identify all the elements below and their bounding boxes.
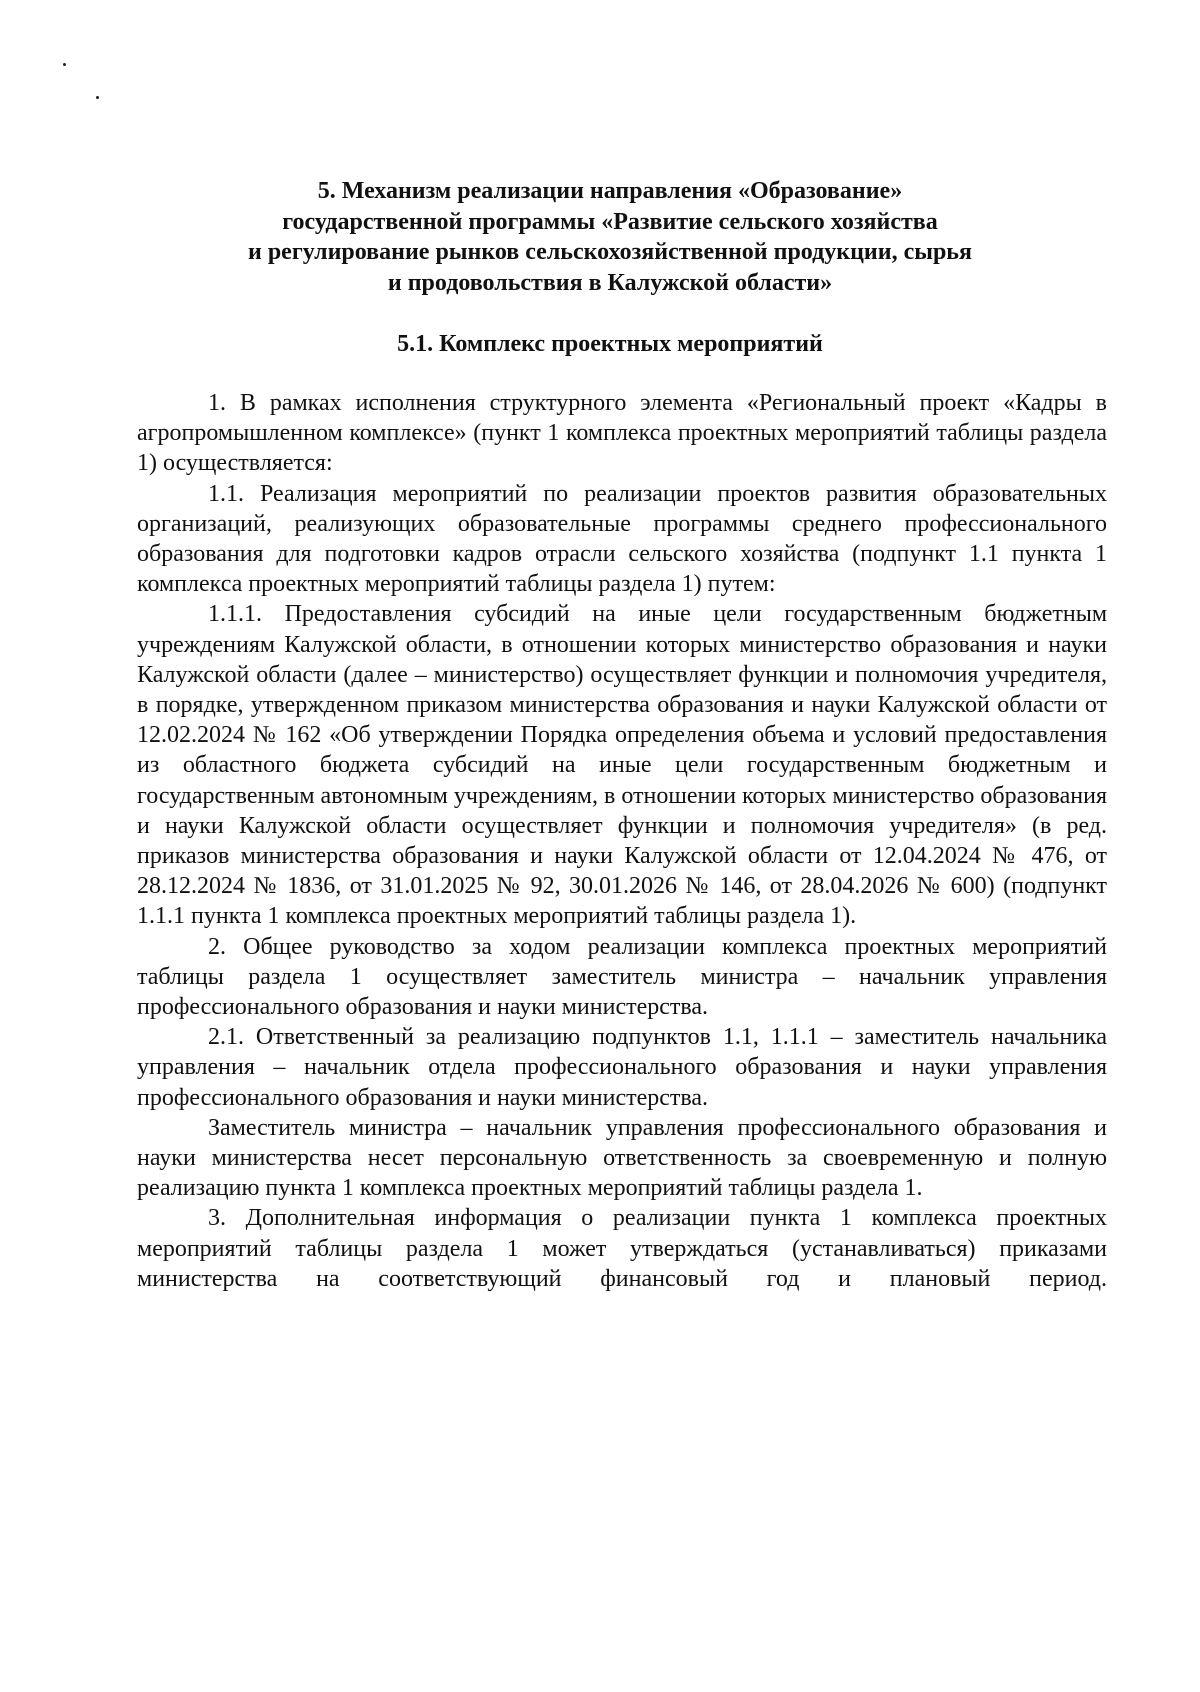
paragraph: 1. В рамках исполнения структурного элемента «Региональный проект «Кадры в агропромышленном комплексе» (пункт 1 комплекса проектных мероприятий таблицы раздела 1) осуществляется: xyxy=(137,390,1107,477)
heading-line: государственной программы «Развитие сельского хозяйства xyxy=(282,208,938,235)
section-heading xyxy=(130,176,1090,298)
paragraph: 3. Дополнительная информация о реализации пункта 1 комплекса проектных мероприятий таблицы раздела 1 может утверждаться (устанавливаться) приказами министерства на соответствующий финансовый год и плановый период. xyxy=(137,1205,1107,1292)
paragraph: Заместитель министра – начальник управления профессионального образования и науки министерства несет персональную ответственность за своевременную и полную реализацию пункта 1 комплекса проектных мероприятий таблицы раздела 1. xyxy=(137,1114,1107,1202)
subsection-heading: 5.1. Комплекс проектных мероприятий xyxy=(397,331,823,357)
heading-line: 5. Механизм реализации направления «Образование» xyxy=(317,178,903,204)
heading-line: и регулирование рынков сельскохозяйственной продукции, сырья xyxy=(248,239,972,265)
paragraph: 2. Общее руководство за ходом реализации комплекса проектных мероприятий таблицы раздела 1 осуществляет заместитель министра – начальник управления профессионального образования и науки министерства. xyxy=(137,933,1107,1021)
paragraph: 2.1. Ответственный за реализацию подпунктов 1.1, 1.1.1 – заместитель начальника управления – начальник отдела профессионального образования и науки управления профессионального образования и науки министерства. xyxy=(137,1024,1107,1111)
document-body xyxy=(137,388,1107,1294)
paragraph: 1.1. Реализация мероприятий по реализации проектов развития образовательных организаций, реализующих образовательные программы среднего профессионального образования для подготовки кадров отрасли сельского хозяйства (подпункт 1.1 пункта 1 комплекса проектных мероприятий таблицы раздела 1) путем: xyxy=(137,480,1107,598)
heading-line: и продовольствия в Калужской области» xyxy=(387,269,833,296)
scan-speck xyxy=(63,63,66,66)
paragraph: 1.1.1. Предоставления субсидий на иные цели государственным бюджетным учреждениям Калужской области, в отношении которых министерство образования и науки Калужской области (далее – министерство) осуществляет функции и полномочия учредителя, в порядке, утвержденном приказом министерства образования и науки Калужской области от 12.02.2024 № 162 «Об утверждении Порядка определения объема и условий предоставления из областного бюджета субсидий на иные цели государственным бюджетным и государственным автономным учреждениям, в отношении которых министерство образования и науки Калужской области осуществляет функции и полномочия учредителя» (в ред. приказов министерства образования и науки Калужской области от 12.04.2024 № 476, от 28.12.2024 № 1836, от 31.01.2025 № 92, 30.01.2026 № 146, от 28.04.2026 № 600) (подпункт 1.1.1 пункта 1 комплекса проектных мероприятий таблицы раздела 1). xyxy=(137,601,1107,930)
scan-speck xyxy=(96,96,99,99)
